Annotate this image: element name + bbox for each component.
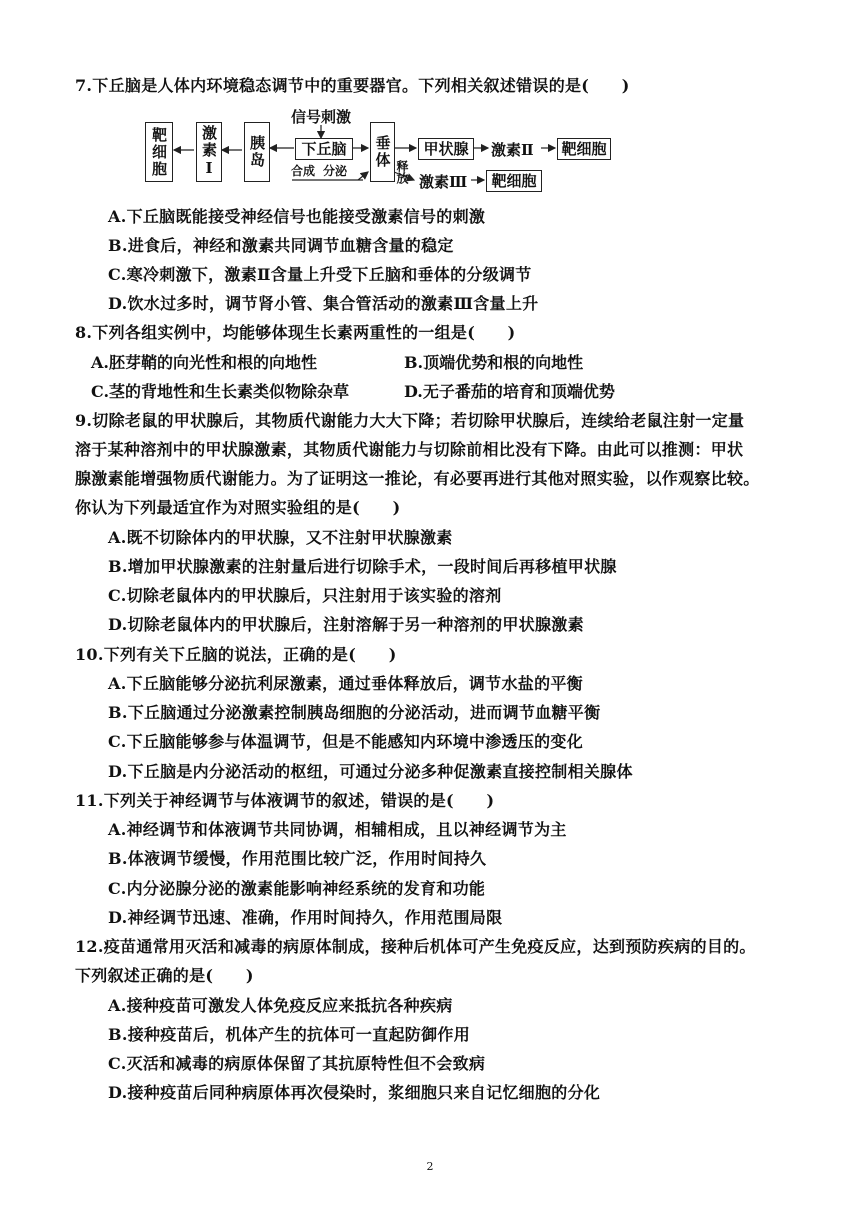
q11-option-a: A.神经调节和体液调节共同协调，相辅相成，且以神经调节为主 — [108, 820, 567, 839]
q11-option-d: D.神经调节迅速、准确，作用时间持久，作用范围局限 — [108, 908, 503, 927]
pituitary-box: 垂体 — [370, 122, 395, 182]
q9-option-a: A.既不切除体内的甲状腺，又不注射甲状腺激素 — [108, 528, 453, 547]
page-number: 2 — [426, 1160, 434, 1173]
target-cell-box-left: 靶细胞 — [145, 122, 173, 182]
q7-stem: 7.下丘脑是人体内环境稳态调节中的重要器官。下列相关叙述错误的是( ) — [75, 76, 630, 95]
q7-option-b: B.进食后，神经和激素共同调节血糖含量的稳定 — [108, 236, 454, 255]
q12-option-a: A.接种疫苗可激发人体免疫反应来抵抗各种疾病 — [108, 996, 453, 1015]
q8-option-b: B.顶端优势和根的向地性 — [404, 353, 584, 372]
q8-stem: 8.下列各组实例中，均能够体现生长素两重性的一组是( ) — [75, 323, 516, 342]
q9-option-d: D.切除老鼠体内的甲状腺后，注射溶解于另一种溶剂的甲状腺激素 — [108, 615, 584, 634]
diagram-arrows — [0, 0, 860, 200]
q7-diagram — [0, 0, 860, 200]
signal-label: 信号刺激 — [291, 108, 352, 126]
q9-option-b: B.增加甲状腺激素的注射量后进行切除手术，一段时间后再移植甲状腺 — [108, 557, 617, 576]
q10-stem: 10.下列有关下丘脑的说法，正确的是( ) — [75, 645, 397, 664]
q9-stem-line-4: 你认为下列最适宜作为对照实验组的是( ) — [75, 498, 401, 517]
synthesis-label: 合成 — [291, 164, 316, 178]
q11-option-b: B.体液调节缓慢，作用范围比较广泛，作用时间持久 — [108, 849, 487, 868]
hypothalamus-box: 下丘脑 — [295, 138, 353, 160]
q8-option-a: A.胚芽鞘的向光性和根的向地性 — [91, 353, 317, 372]
q9-stem-line-3: 腺激素能增强物质代谢能力。为了证明这一推论，有必要再进行其他对照实验，以作观察比较。 — [75, 469, 760, 488]
thyroid-box: 甲状腺 — [418, 138, 474, 160]
secrete-label: 分泌 — [323, 164, 348, 178]
q7-option-d: D.饮水过多时，调节肾小管、集合管活动的激素Ⅲ含量上升 — [108, 294, 539, 313]
q8-option-d: D.无子番茄的培育和顶端优势 — [404, 382, 615, 401]
hormone-2-label: 激素Ⅱ — [491, 141, 534, 159]
q12-stem-line-1: 12.疫苗通常用灭活和减毒的病原体制成，接种后机体可产生免疫反应，达到预防疾病的目的。 — [75, 937, 756, 956]
release-label: 释放 — [395, 160, 409, 184]
q10-option-a: A.下丘脑能够分泌抗利尿激素，通过垂体释放后，调节水盐的平衡 — [108, 674, 583, 693]
q9-option-c: C.切除老鼠体内的甲状腺后，只注射用于该实验的溶剂 — [108, 586, 502, 605]
q12-option-d: D.接种疫苗后同种病原体再次侵染时，浆细胞只来自记忆细胞的分化 — [108, 1083, 601, 1102]
q10-option-d: D.下丘脑是内分泌活动的枢纽，可通过分泌多种促激素直接控制相关腺体 — [108, 762, 633, 781]
q11-option-c: C.内分泌腺分泌的激素能影响神经系统的发育和功能 — [108, 879, 486, 898]
target-cell-box-right-bottom: 靶细胞 — [486, 170, 542, 192]
q8-option-c: C.茎的背地性和生长素类似物除杂草 — [91, 382, 350, 401]
hormone-3-label: 激素Ⅲ — [419, 173, 468, 191]
q7-option-c: C.寒冷刺激下，激素Ⅱ含量上升受下丘脑和垂体的分级调节 — [108, 265, 532, 284]
hormone-1-box: 激素Ⅰ — [196, 122, 222, 182]
q10-option-b: B.下丘脑通过分泌激素控制胰岛细胞的分泌活动，进而调节血糖平衡 — [108, 703, 601, 722]
target-cell-box-right-top: 靶细胞 — [557, 138, 611, 160]
pancreas-islet-box: 胰岛 — [244, 122, 270, 182]
q12-option-c: C.灭活和减毒的病原体保留了其抗原特性但不会致病 — [108, 1054, 486, 1073]
q11-stem: 11.下列关于神经调节与体液调节的叙述，错误的是( ) — [75, 791, 495, 810]
q9-stem-line-1: 9.切除老鼠的甲状腺后，其物质代谢能力大大下降；若切除甲状腺后，连续给老鼠注射一定量 — [75, 411, 745, 430]
q7-option-a: A.下丘脑既能接受神经信号也能接受激素信号的刺激 — [108, 207, 486, 226]
q12-option-b: B.接种疫苗后，机体产生的抗体可一直起防御作用 — [108, 1025, 470, 1044]
q12-stem-line-2: 下列叙述正确的是( ) — [75, 966, 254, 985]
q9-stem-line-2: 溶于某种溶剂中的甲状腺激素，其物质代谢能力与切除前相比没有下降。由此可以推测：甲状 — [75, 440, 744, 459]
q10-option-c: C.下丘脑能够参与体温调节，但是不能感知内环境中渗透压的变化 — [108, 732, 584, 751]
